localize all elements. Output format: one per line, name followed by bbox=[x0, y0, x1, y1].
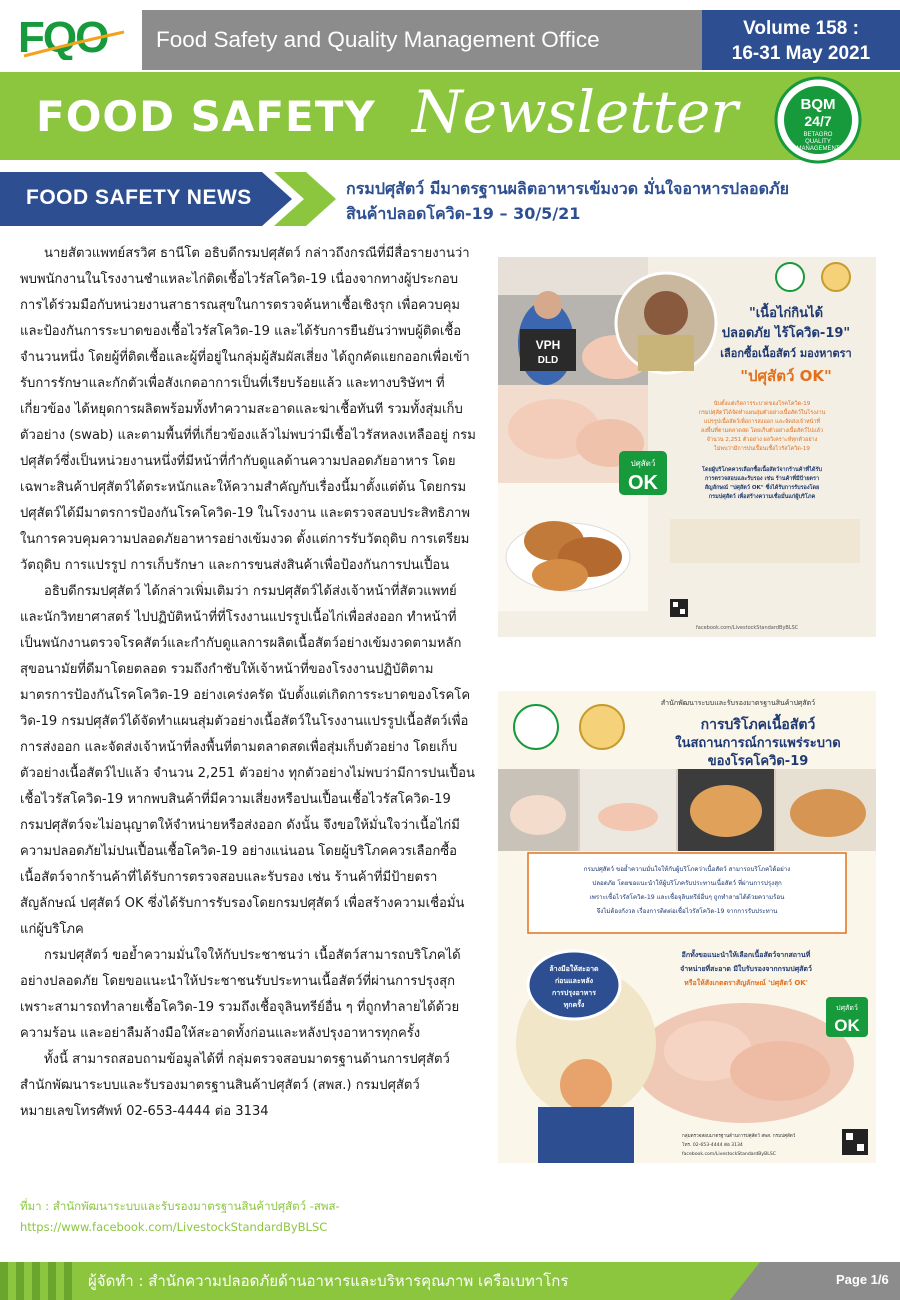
section-label: FOOD SAFETY NEWS bbox=[26, 186, 252, 209]
poster-meat-consumption bbox=[498, 691, 876, 1163]
poster-chicken-safe bbox=[498, 257, 876, 637]
paragraph-2: อธิบดีกรมปศุสัตว์ ได้กล่าวเพิ่มเติมว่า กรมปศุสัตว์ได้ส่งเจ้าหน้าที่สัตวแพทย์และนักวิทยาศาสตร์ ไปปฏิบัติหน้าที่ที่โรงงานแปรรูปเนื้อไก่เพื่อส่งออก ทำหน้าที่เป็นพนักงานตรวจโรคสัตว์และกำกับดูแลการผลิตเนื้อสัตว์อย่างเข้มงวดตามหลักสุขอนามัยที่ดีมาโดยตลอด รวมถึงกำชับให้เจ้าหน้าที่ของโรงงานปฏิบัติตามมาตรการป้องกันโรคโควิด-19 อย่างเคร่งครัด นับตั้งแต่เกิดการระบาดของโรคโควิด-19 กรมปศุสัตว์ได้จัดทำแผนสุ่มตัวอย่างเนื้อสัตว์ในโรงงานแปรรูปเนื้อสัตว์เพื่อการส่งออก และจัดส่งเจ้าหน้าที่ลงพื้นที่ตามตลาดสดเพื่อสุ่มเก็บตัวอย่าง โดยเก็บตัวอย่างเนื้อสัตว์ไปแล้ว จำนวน 2,251 ตัวอย่าง ทุกตัวอย่างไม่พบว่ามีการปนเปื้อนเชื้อไวรัสโควิด-19 หากพบสินค้าที่มีความเสี่ยงหรือปนเปื้อนเชื้อไวรัสโควิด-19 กรมปศุสัตว์จะไม่อนุญาตให้จำหน่ายหรือส่งออก ดังนั้น จึงขอให้มั่นใจว่าเนื้อไก่มีความปลอดภัยไม่ปนเปื้อนเชื้อโควิด-19 อย่างแน่นอน โดยผู้บริโภคควรเลือกซื้อเนื้อสัตว์จากร้านค้าที่ได้รับการตรวจสอบและรับรอง เช่น ร้านค้าที่มีป้ายตราสัญลักษณ์ ปศุสัตว์ OK ซึ่งได้รับการรับรองโดยกรมปศุสัตว์ เพื่อสร้างความเชื่อมั่นแก่ผู้บริโภค bbox=[20, 584, 475, 937]
poster1-title-1: "เนื้อไก่กินได้ bbox=[748, 306, 824, 321]
ok-badge-mark-2: OK bbox=[834, 1016, 860, 1035]
poster2-body-4: จึงไม่ต้องกังวล เรื่องการติดต่อเชื้อไวรัสโควิด-19 จากการรับประทาน bbox=[596, 908, 778, 915]
source-credit bbox=[20, 1196, 490, 1238]
banner-title: FOOD SAFETY bbox=[36, 92, 376, 141]
poster1-footer: facebook.com/LivestockStandardByBLSC bbox=[696, 625, 799, 631]
bqm-sub3: MANAGEMENT bbox=[796, 146, 840, 152]
poster1-body-7: โดยผู้บริโภคควรเลือกซื้อเนื้อสัตว์จากร้านค้าที่ได้รับ bbox=[702, 467, 822, 473]
article-body bbox=[20, 241, 476, 1125]
poster2-title-2: ในสถานการณ์การแพร่ระบาด bbox=[675, 736, 841, 751]
footer-stripes bbox=[0, 1262, 80, 1300]
vest-text-1: VPH bbox=[535, 338, 561, 352]
volume-number: Volume 158 : bbox=[743, 18, 859, 39]
bqm-mid: 24/7 bbox=[804, 113, 832, 129]
poster1-title-2: ปลอดภัย ไร้โควิด-19" bbox=[721, 326, 851, 341]
logo-text: FQO bbox=[18, 13, 108, 60]
poster2-agency: สำนักพัฒนาระบบและรับรองมาตรฐานสินค้าปศุสัตว์ bbox=[660, 699, 816, 707]
headline-line-1: กรมปศุสัตว์ มีมาตรฐานผลิตอาหารเข้มงวด มั่นใจอาหารปลอดภัย bbox=[346, 179, 789, 198]
fqo-logo bbox=[18, 12, 128, 60]
bubble-4: ทุกครั้ง bbox=[563, 1001, 585, 1009]
poster2-title-3: ของโรคโควิด-19 bbox=[707, 754, 809, 769]
poster1-body-8: การตรวจสอบและรับรอง เช่น ร้านค้าที่มีป้ายตรา bbox=[704, 476, 820, 482]
source-line-1: ที่มา : สำนักพัฒนาระบบและรับรองมาตรฐานสินค้าปศุสัตว์ -สพส- bbox=[20, 1199, 340, 1213]
poster2-body-1: กรมปศุสัตว์ ขอย้ำความมั่นใจให้กับผู้บริโภคว่าเนื้อสัตว์ สามารถบริโภคได้อย่าง bbox=[583, 866, 791, 873]
source-link[interactable]: https://www.facebook.com/LivestockStandardByBLSC bbox=[20, 1220, 328, 1234]
bqm-sub1: BETAGRO bbox=[803, 132, 833, 138]
paragraph-1: นายสัตวแพทย์สรวิศ ธานีโต อธิบดีกรมปศุสัตว์ กล่าวถึงกรณีที่มีสื่อรายงานว่า พบพนักงานในโรงงานชำแหละไก่ติดเชื้อไวรัสโควิด-19 เนื่องจากทางผู้ประกอบการได้ร่วมมือกับหน่วยงานสาธารณสุขในการตรวจค้นหาเชื้อเชิงรุก เพื่อควบคุมและป้องกันการระบาดของเชื้อไวรัสโควิด-19 และได้รับการยืนยันว่าพบผู้ติดเชื้อจำนวนหนึ่ง โดยผู้ที่ติดเชื้อและผู้ที่อยู่ในกลุ่มผู้สัมผัสเสี่ยง ได้ถูกคัดแยกออกเพื่อเข้ารับการรักษาและกักตัวเพื่อสังเกตอาการเป็นที่เรียบร้อยแล้ว และทางบริษัทฯ ที่เกี่ยวข้อง ได้หยุดการผลิตพร้อมทั้งทำความสะอาดและฆ่าเชื้อทันที รวมทั้งสุ่มเก็บตัวอย่าง (swab) และตามพื้นที่ที่เกี่ยวข้องแล้วไม่พบว่ามีเชื้อไวรัสหลงเหลืออยู่ กรมปศุสัตว์ซึ่งเป็นหน่วยงานหนึ่งที่มีหน้าที่กำกับดูแลด้านความปลอดภัยอาหาร โดยเฉพาะสินค้าปศุสัตว์ได้ตระหนักและให้ความสำคัญกับเรื่องนี้มาตั้งแต่ต้น โดยกรมปศุสัตว์ได้มีมาตรการป้องกันโรคโควิด-19 ในโรงงาน และตรวจสอบประสิทธิภาพในการควบคุมความปลอดภัยอาหารอย่างเข้มงวด ตั้งแต่การรับวัตถุดิบ การเตรียมวัตถุดิบ การแปรรูป การเก็บรักษา และการขนส่งสินค้าเพื่อป้องกันการปนเปื้อน bbox=[20, 246, 476, 573]
poster1-body-5: จำนวน 2,251 ตัวอย่าง ผลวิเคราะห์ทุกตัวอย่าง bbox=[706, 437, 818, 443]
poster1-body-2: กรมปศุสัตว์ได้จัดทำแผนสุ่มตัวอย่างเนื้อสัตว์ในโรงงาน bbox=[698, 410, 826, 416]
news-headline bbox=[346, 176, 866, 226]
page-number: Page 1/6 bbox=[836, 1272, 889, 1287]
poster1-body-6: ไม่พบว่ามีการปนเปื้อนเชื้อไวรัสโควิด-19 bbox=[714, 446, 810, 452]
office-name: Food Safety and Quality Management Office bbox=[142, 10, 702, 70]
poster1-title-3: เลือกซื้อเนื้อสัตว์ มองหาตรา bbox=[720, 347, 852, 360]
bqm-top: BQM bbox=[800, 96, 836, 113]
headline-line-2: สินค้าปลอดโควิด-19 – 30/5/21 bbox=[346, 204, 581, 223]
poster2-contact-1: กลุ่มตรวจสอบมาตรฐานด้านการปศุสัตว์ สพส. กรมปศุสัตว์ bbox=[682, 1134, 796, 1139]
poster2-rec-1: อีกทั้งขอแนะนำให้เลือกเนื้อสัตว์จากสถานที่ bbox=[681, 951, 811, 959]
poster2-body-2: ปลอดภัย โดยขอแนะนำให้ผู้บริโภครับประทานเนื้อสัตว์ ที่ผ่านการปรุงสุก bbox=[592, 880, 782, 887]
ok-badge-mark-1: OK bbox=[628, 472, 658, 494]
poster2-contact-2: โทร. 02-653-4444 ต่อ 3134 bbox=[682, 1143, 743, 1148]
volume-box bbox=[702, 10, 900, 70]
bubble-1: ล้างมือให้สะอาด bbox=[549, 965, 599, 973]
paragraph-3: กรมปศุสัตว์ ขอย้ำความมั่นใจให้กับประชาชนว่า เนื้อสัตว์สามารถบริโภคได้อย่างปลอดภัย โดยขอแนะนำให้ประชาชนรับประทานเนื้อสัตว์ที่ผ่านการปรุงสุก เพราะสามารถทำลายเชื้อโควิด-19 รวมถึงเชื้อจุลินทรีย์อื่น ๆ ที่ถูกทำลายได้ด้วยความร้อน และอย่าลืมล้างมือให้สะอาดทั้งก่อนและหลังปรุงอาหารทุกครั้ง bbox=[20, 948, 461, 1041]
poster1-title-4: "ปศุสัตว์ OK" bbox=[740, 367, 832, 385]
banner-script: Newsletter bbox=[412, 78, 739, 146]
poster1-body-10: กรมปศุสัตว์ เพื่อสร้างความเชื่อมั่นแก่ผู้บริโภค bbox=[708, 494, 816, 500]
poster1-body-4: ลงพื้นที่ตามตลาดสด โดยเก็บตัวอย่างเนื้อสัตว์ไปแล้ว bbox=[700, 428, 824, 434]
poster2-body-3: เพราะเชื้อไวรัสโควิด-19 และเชื้อจุลินทรีย์อื่นๆ ถูกทำลายได้ด้วยความร้อน bbox=[589, 894, 785, 901]
vest-text-2: DLD bbox=[537, 355, 559, 366]
poster2-rec-2: จำหน่ายที่สะอาด มีใบรับรองจากกรมปศุสัตว์ bbox=[680, 965, 812, 973]
poster1-body-1: นับตั้งแต่เกิดการระบาดของโรคโควิด-19 bbox=[713, 401, 811, 407]
poster2-rec-3: หรือให้สังเกตตราสัญลักษณ์ 'ปศุสัตว์ OK' bbox=[684, 979, 808, 987]
poster1-body-3: แปรรูปเนื้อสัตว์เพื่อการส่งออก และจัดส่งเจ้าหน้าที่ bbox=[703, 419, 821, 425]
poster1-body-9: สัญลักษณ์ "ปศุสัตว์ OK" ซึ่งได้รับการรับรองโดย bbox=[704, 485, 820, 491]
ok-badge-label-2: ปศุสัตว์ bbox=[836, 1004, 858, 1012]
footer-producer: ผู้จัดทำ : สำนักความปลอดภัยด้านอาหารและบริหารคุณภาพ เครือเบทาโกร bbox=[88, 1272, 569, 1290]
paragraph-4: ทั้งนี้ สามารถสอบถามข้อมูลได้ที่ กลุ่มตรวจสอบมาตรฐานด้านการปศุสัตว์ สำนักพัฒนาระบบและรับรองมาตรฐานสินค้าปศุสัตว์ (สพส.) กรมปศุสัตว์ หมายเลขโทรศัพท์ 02-653-4444 ต่อ 3134 bbox=[20, 1052, 450, 1119]
issue-date: 16-31 May 2021 bbox=[731, 43, 871, 64]
bubble-2: ก่อนและหลัง bbox=[554, 977, 594, 985]
ok-badge-label-1: ปศุสัตว์ bbox=[630, 459, 656, 468]
bqm-sub2: QUALITY bbox=[805, 139, 831, 145]
bubble-3: การปรุงอาหาร bbox=[552, 989, 596, 997]
bqm-badge bbox=[772, 76, 864, 166]
title-banner bbox=[0, 72, 900, 160]
poster2-contact-3: facebook.com/LivestockStandardByBLSC bbox=[682, 1152, 776, 1157]
poster2-title-1: การบริโภคเนื้อสัตว์ bbox=[700, 717, 816, 733]
